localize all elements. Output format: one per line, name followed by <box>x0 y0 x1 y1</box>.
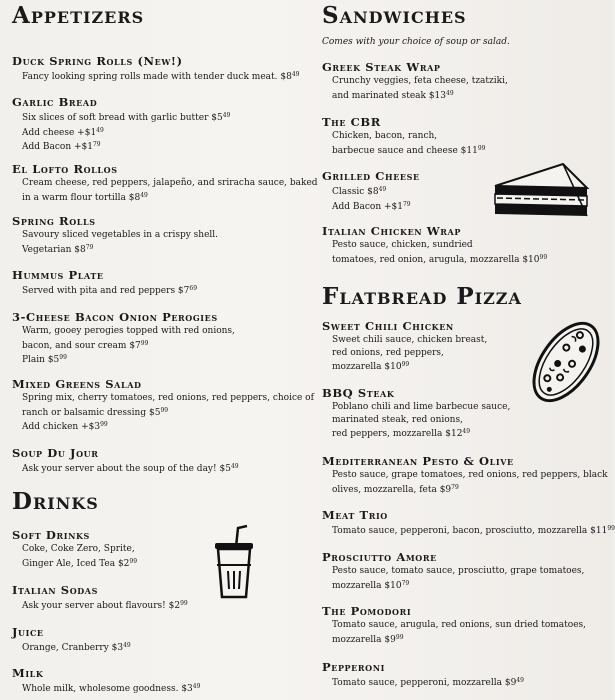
menu-item-name: Prosciutto Amore <box>322 550 437 564</box>
menu-item-text: Tomato sauce, pepperoni, mozzarella $9 <box>332 678 517 688</box>
menu-item-text: Crunchy veggies, feta cheese, tzatziki, <box>332 76 508 86</box>
menu-item-text: Ask your server about the soup of the day! $5 <box>22 464 231 474</box>
price-cents: 49 <box>446 89 454 97</box>
menu-item-description <box>322 469 607 482</box>
menu-item-description <box>322 414 607 427</box>
price-cents: 99 <box>129 557 138 565</box>
price-cents: 79 <box>401 579 410 587</box>
drinks-title: Drinks <box>12 488 99 515</box>
menu-item-description <box>12 242 298 257</box>
menu-item <box>12 446 298 476</box>
menu-item-text: Coke, Coke Zero, Sprite, <box>22 544 135 554</box>
menu-item <box>12 162 318 204</box>
menu-item <box>322 660 607 690</box>
menu-item-name: Mediterranean Pesto & Olive <box>322 454 514 468</box>
sandwiches-note: Comes with your choice of soup or salad. <box>322 37 510 47</box>
price-cents: 49 <box>192 683 201 690</box>
menu-item-description <box>12 461 298 476</box>
menu-item-text: mozzarella $9 <box>332 634 396 645</box>
menu-item-name: El Lofto Rollos <box>12 162 118 176</box>
menu-item-description <box>12 325 298 338</box>
menu-item-text: barbecue sauce and cheese $11 <box>332 145 478 156</box>
menu-item-description <box>12 543 202 556</box>
menu-item-description <box>12 125 298 140</box>
menu-item <box>322 550 607 592</box>
menu-item <box>12 528 202 570</box>
menu-item-description <box>322 482 607 497</box>
price-cents: 49 <box>291 71 300 78</box>
menu-item <box>322 454 607 496</box>
menu-item-name: 3-Cheese Bacon Onion Perogies <box>12 310 218 324</box>
menu-item-text: Pesto sauce, tomato sauce, prosciutto, grape tomatoes, <box>332 566 585 576</box>
menu-item <box>12 54 298 84</box>
menu-item-description <box>12 283 298 298</box>
menu-item-name: Mixed Greens Salad <box>12 377 142 391</box>
menu-item-name: Duck Spring Rolls (New!) <box>12 54 183 68</box>
menu-item <box>322 115 607 157</box>
menu-item-text: Poblano chili and lime barbecue sauce, <box>332 402 511 412</box>
menu-item-text: Chicken, bacon, ranch, <box>332 131 438 141</box>
menu-item-description <box>322 523 615 538</box>
menu-item-text: Whole milk, wholesome goodness. $3 <box>22 684 193 694</box>
menu-item-text: Classic $8 <box>332 187 379 197</box>
price-cents: 49 <box>378 186 387 193</box>
menu-item-text: mozzarella $10 <box>332 362 402 372</box>
price-cents: 49 <box>222 112 231 119</box>
menu-item <box>12 625 202 655</box>
price-cents: 79 <box>402 200 411 208</box>
menu-item-description <box>322 143 607 158</box>
menu-item-text: Add chicken +$3 <box>22 422 101 432</box>
menu-item-name: Juice <box>12 625 44 639</box>
menu-item-text: Add cheese +$1 <box>22 127 97 138</box>
menu-item-name: Pepperoni <box>322 660 385 674</box>
menu-item-text: red peppers, mozzarella $12 <box>332 429 463 439</box>
price-cents: 69 <box>189 285 198 292</box>
menu-item-name: Grilled Cheese <box>322 169 420 183</box>
menu-item-text: mozzarella $10 <box>332 580 402 591</box>
price-cents: 49 <box>462 428 471 435</box>
menu-item-text: Cream cheese, red peppers, jalapeño, and sriracha sauce, baked <box>22 178 318 188</box>
menu-item <box>12 583 202 613</box>
menu-item <box>322 604 607 646</box>
menu-item-text: in a warm flour tortilla $8 <box>22 192 141 203</box>
menu-item-text: Served with pita and red peppers $7 <box>22 286 190 296</box>
price-cents: 99 <box>401 361 410 368</box>
menu-item-name: Greek Steak Wrap <box>322 60 441 74</box>
menu-item <box>322 60 607 102</box>
menu-item-text: Savoury sliced vegetables in a crispy shell. <box>22 230 219 240</box>
menu-item-text: Tomato sauce, arugula, red onions, sun dried tomatoes, <box>332 620 587 630</box>
price-cents: 79 <box>85 243 94 251</box>
menu-item-description <box>12 352 298 367</box>
menu-item <box>12 95 298 154</box>
menu-item-description <box>322 619 607 632</box>
price-cents: 49 <box>230 463 239 470</box>
menu-item-description <box>322 578 607 593</box>
menu-item-text: Add Bacon +$1 <box>332 201 403 212</box>
price-cents: 99 <box>607 525 615 532</box>
menu-item-text: Warm, gooey perogies topped with red onions, <box>22 326 235 336</box>
menu-item-description <box>12 598 202 613</box>
menu-item-description <box>12 177 318 190</box>
menu-item-description <box>322 632 607 647</box>
menu-item <box>12 377 314 434</box>
price-cents: 49 <box>96 126 104 134</box>
menu-item-description <box>322 130 607 143</box>
menu-item-text: Fancy looking spring rolls made with tender duck meat. $8 <box>22 72 292 82</box>
menu-item-description <box>322 239 607 252</box>
menu-item-text: Add Bacon +$1 <box>22 142 93 152</box>
price-cents: 49 <box>516 677 524 684</box>
sandwiches-title: Sandwiches <box>322 2 467 29</box>
menu-item-description <box>12 392 314 405</box>
price-cents: 99 <box>160 406 169 414</box>
price-cents: 49 <box>140 191 148 199</box>
menu-item-name: BBQ Steak <box>322 386 395 400</box>
menu-item-name: Italian Chicken Wrap <box>322 224 461 238</box>
menu-item-name: The CBR <box>322 115 381 129</box>
menu-item <box>322 224 607 266</box>
price-cents: 99 <box>395 633 404 641</box>
menu-item-description <box>322 565 607 578</box>
menu-item-text: Tomato sauce, pepperoni, bacon, prosciutto, mozzarella $11 <box>332 526 608 536</box>
menu-item-description <box>12 640 202 655</box>
menu-item <box>322 508 615 538</box>
menu-item-description <box>12 681 202 696</box>
menu-item-text: Sweet chili sauce, chicken breast, <box>332 335 488 345</box>
menu-item-text: bacon, and sour cream $7 <box>22 340 141 351</box>
menu-item-name: Sweet Chili Chicken <box>322 319 454 333</box>
menu-item-text: Six slices of soft bread with garlic butter $5 <box>22 113 223 123</box>
pizza-icon <box>526 316 606 408</box>
menu-item-text: Pesto sauce, grape tomatoes, red onions, red peppers, black <box>332 470 608 480</box>
menu-item-description <box>322 426 607 441</box>
menu-item-description <box>12 556 202 571</box>
menu-item-text: Vegetarian $8 <box>22 244 86 255</box>
price-cents: 99 <box>539 253 548 261</box>
menu-item-name: Soft Drinks <box>12 528 90 542</box>
menu-item-description <box>12 405 298 420</box>
menu-item-text: red onions, red peppers, <box>332 347 444 358</box>
menu-item-description <box>12 139 298 154</box>
price-cents: 99 <box>180 600 188 607</box>
menu-item-text: Spring mix, cherry tomatoes, red onions, red peppers, choice of <box>22 393 314 403</box>
menu-item-name: Spring Rolls <box>12 214 96 228</box>
menu-item-description <box>322 75 607 88</box>
menu-item-description <box>322 675 607 690</box>
menu-item-name: The Pomodori <box>322 604 412 618</box>
menu-item-description <box>12 419 298 434</box>
menu-item-text: and marinated steak $13 <box>332 90 447 101</box>
price-cents: 49 <box>123 642 131 649</box>
menu-item-name: Italian Sodas <box>12 583 98 597</box>
menu-item-description <box>322 88 607 103</box>
menu-item-text: Pesto sauce, chicken, sundried <box>332 240 473 250</box>
price-cents: 79 <box>92 141 101 148</box>
menu-item <box>12 214 298 256</box>
menu-item <box>12 268 298 298</box>
menu-item-name: Milk <box>12 666 44 680</box>
price-cents: 99 <box>140 339 149 347</box>
drink-cup-icon <box>214 525 254 601</box>
menu-item-description <box>12 338 298 353</box>
menu-item-text: marinated steak, red onions, <box>332 414 463 425</box>
menu-item-text: Orange, Cranberry $3 <box>22 643 124 653</box>
sandwich-icon <box>493 162 589 218</box>
pizza-title: Flatbread Pizza <box>322 283 522 310</box>
menu-item-name: Hummus Plate <box>12 268 104 282</box>
menu-item-text: olives, mozzarella, feta $9 <box>332 484 452 495</box>
menu-item-text: Ask your server about flavours! $2 <box>22 601 181 611</box>
menu-item <box>12 666 202 696</box>
price-cents: 99 <box>477 144 486 152</box>
menu-item-description <box>322 252 607 267</box>
price-cents: 99 <box>100 421 108 428</box>
menu-item-text: Ginger Ale, Iced Tea $2 <box>22 558 130 569</box>
menu-item-text: ranch or balsamic dressing $5 <box>22 407 161 418</box>
price-cents: 79 <box>451 483 459 491</box>
menu-item-text: tomatoes, red onion, arugula, mozzarella $10 <box>332 254 540 265</box>
menu-item <box>12 310 298 367</box>
menu-item-description <box>12 229 298 242</box>
menu-item-description <box>12 190 298 205</box>
menu-item-name: Meat Trio <box>322 508 388 522</box>
menu-item-description <box>12 110 298 125</box>
appetizers-title: Appetizers <box>12 2 145 29</box>
menu-item-name: Soup Du Jour <box>12 446 99 460</box>
menu-item-name: Garlic Bread <box>12 95 98 109</box>
menu-item-description <box>12 69 298 84</box>
price-cents: 99 <box>59 354 67 361</box>
menu-item-text: Plain $5 <box>22 355 60 365</box>
